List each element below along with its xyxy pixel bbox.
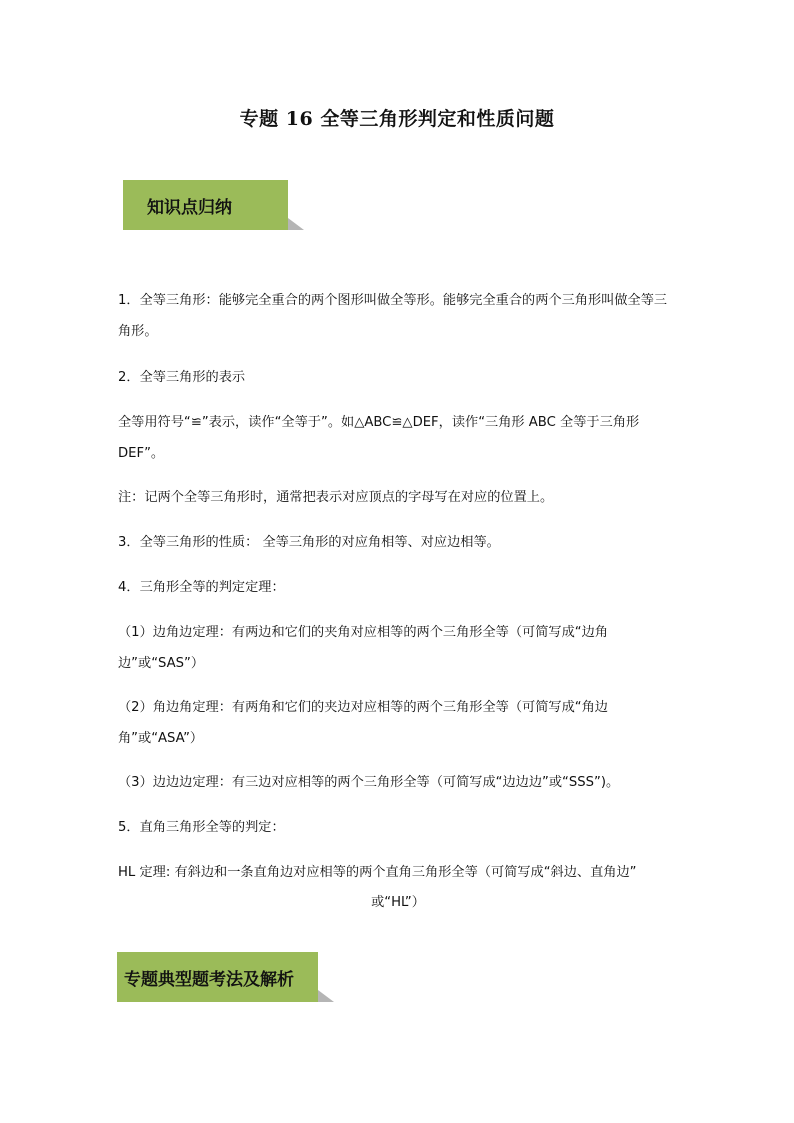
paragraph: 1．全等三角形：能够完全重合的两个图形叫做全等形。能够完全重合的两个三角形叫做全等三角形。 — [118, 293, 668, 339]
paragraph: （1）边角边定理：有两边和它们的夹角对应相等的两个三角形全等（可简写成“边角边”或“SAS”） — [118, 625, 608, 671]
banner-corner — [288, 218, 304, 230]
section-heading: 知识点归纳 — [147, 198, 232, 218]
paragraph: 2．全等三角形的表示 — [118, 370, 246, 385]
paragraph: 4．三角形全等的判定定理： — [118, 580, 285, 595]
paragraph: 3．全等三角形的性质： 全等三角形的对应角相等、对应边相等。 — [118, 535, 500, 550]
paragraph: （3）边边边定理：有三边对应相等的两个三角形全等（可简写成“边边边”或“SSS”)。 — [118, 775, 620, 790]
paragraph: HL 定理: 有斜边和一条直角边对应相等的两个直角三角形全等（可简写成“斜边、直角边” — [118, 865, 637, 880]
paragraph: 全等用符号“≌”表示，读作“全等于”。如△ABC≌△DEF，读作“三角形 ABC 全等于三角形 DEF”。 — [118, 415, 640, 461]
paragraph: 5．直角三角形全等的判定： — [118, 820, 285, 835]
paragraph: 注：记两个全等三角形时，通常把表示对应顶点的字母写在对应的位置上。 — [118, 490, 554, 505]
banner-corner — [318, 990, 334, 1002]
section-banner-examples — [117, 952, 339, 1002]
paragraph: （2）角边角定理：有两角和它们的夹边对应相等的两个三角形全等（可简写成“角边角”或“ASA”） — [118, 700, 608, 746]
page-title: 专题 16 全等三角形判定和性质问题 — [239, 108, 555, 130]
section-banner-knowledge — [123, 180, 309, 230]
paragraph: 或“HL”） — [371, 895, 425, 910]
section-heading: 专题典型题考法及解析 — [124, 970, 294, 990]
